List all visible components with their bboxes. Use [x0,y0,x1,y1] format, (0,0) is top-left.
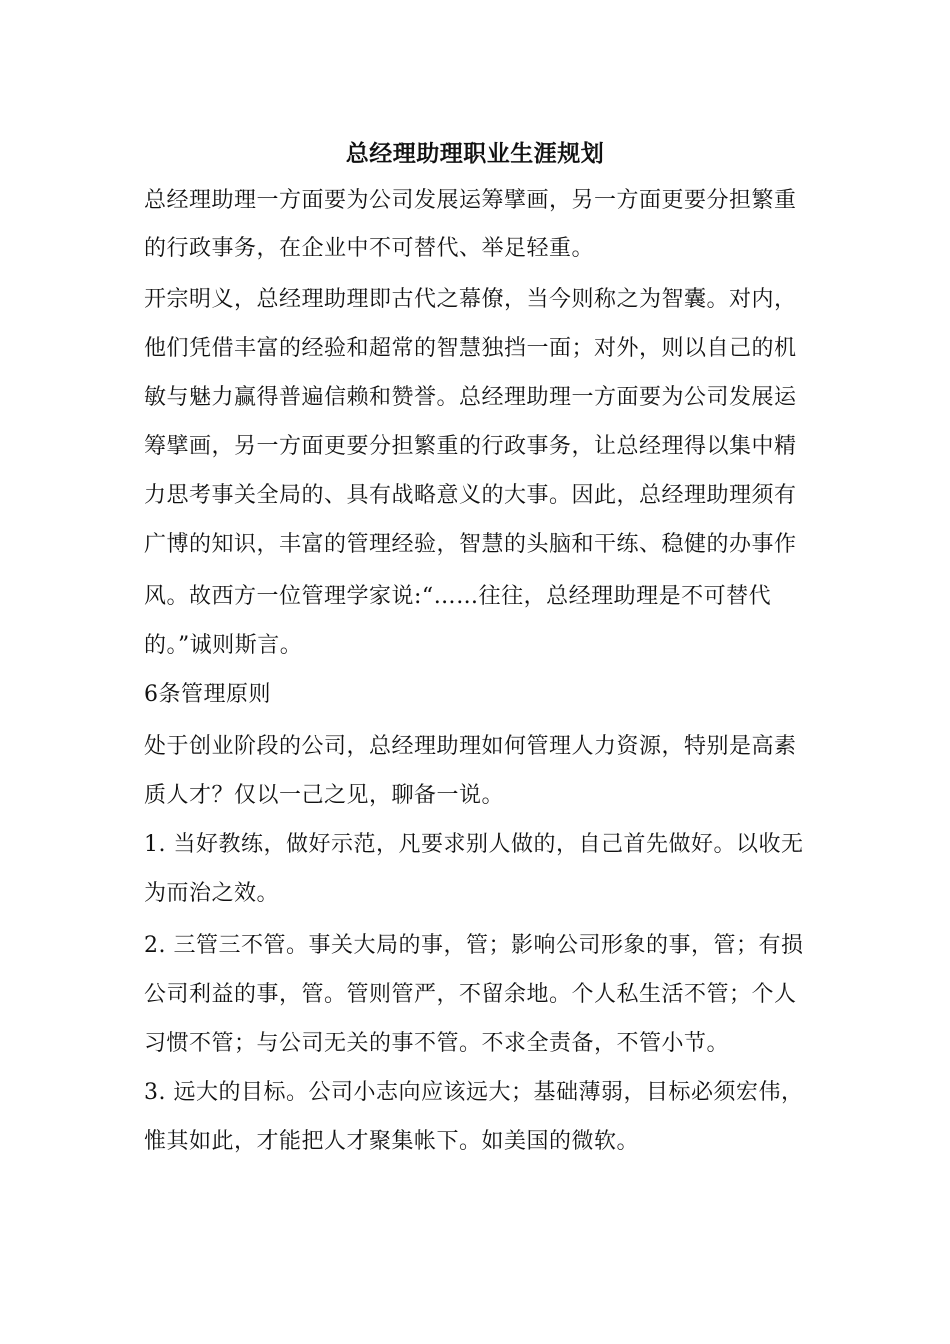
list-item-line: 公司利益的事，管。管则管严，不留余地。个人私生活不管；个人 [144,982,797,1007]
paragraph-line: 处于创业阶段的公司，总经理助理如何管理人力资源，特别是高素 [144,734,797,759]
paragraph-line: 总经理助理一方面要为公司发展运筹擘画，另一方面更要分担繁重 [144,188,797,213]
section-heading: 6条管理原则 [144,682,271,707]
paragraph-line: 质人才？仅以一己之见，聊备一说。 [144,783,505,808]
paragraph-line: 力思考事关全局的、具有战略意义的大事。因此，总经理助理须有 [144,483,797,508]
paragraph-line: 开宗明义，总经理助理即古代之幕僚，当今则称之为智囊。对内， [144,287,797,312]
list-item-line: 3. 远大的目标。公司小志向应该远大；基础薄弱，目标必须宏伟， [144,1080,804,1105]
paragraph-line: 的。”诚则斯言。 [144,633,303,658]
paragraph-line: 的行政事务，在企业中不可替代、举足轻重。 [144,236,595,261]
list-item-line: 惟其如此，才能把人才聚集帐下。如美国的微软。 [144,1129,640,1154]
list-item-line: 习惯不管；与公司无关的事不管。不求全责备，不管小节。 [144,1031,730,1056]
paragraph-line: 敏与魅力赢得普遍信赖和赞誉。总经理助理一方面要为公司发展运 [144,385,797,410]
list-item-line: 2. 三管三不管。事关大局的事，管；影响公司形象的事，管；有损 [144,933,804,958]
paragraph-line: 风。故西方一位管理学家说:“……往往，总经理助理是不可替代 [144,584,772,609]
paragraph-line: 筹擘画，另一方面更要分担繁重的行政事务，让总经理得以集中精 [144,434,797,459]
paragraph-line: 他们凭借丰富的经验和超常的智慧独挡一面；对外，则以自己的机 [144,336,797,361]
paragraph-line: 广博的知识，丰富的管理经验，智慧的头脑和干练、稳健的办事作 [144,532,797,557]
document-title: 总经理助理职业生涯规划 [345,141,605,167]
list-item-line: 1. 当好教练，做好示范，凡要求别人做的，自己首先做好。以收无 [144,832,804,857]
list-item-line: 为而治之效。 [144,881,280,906]
